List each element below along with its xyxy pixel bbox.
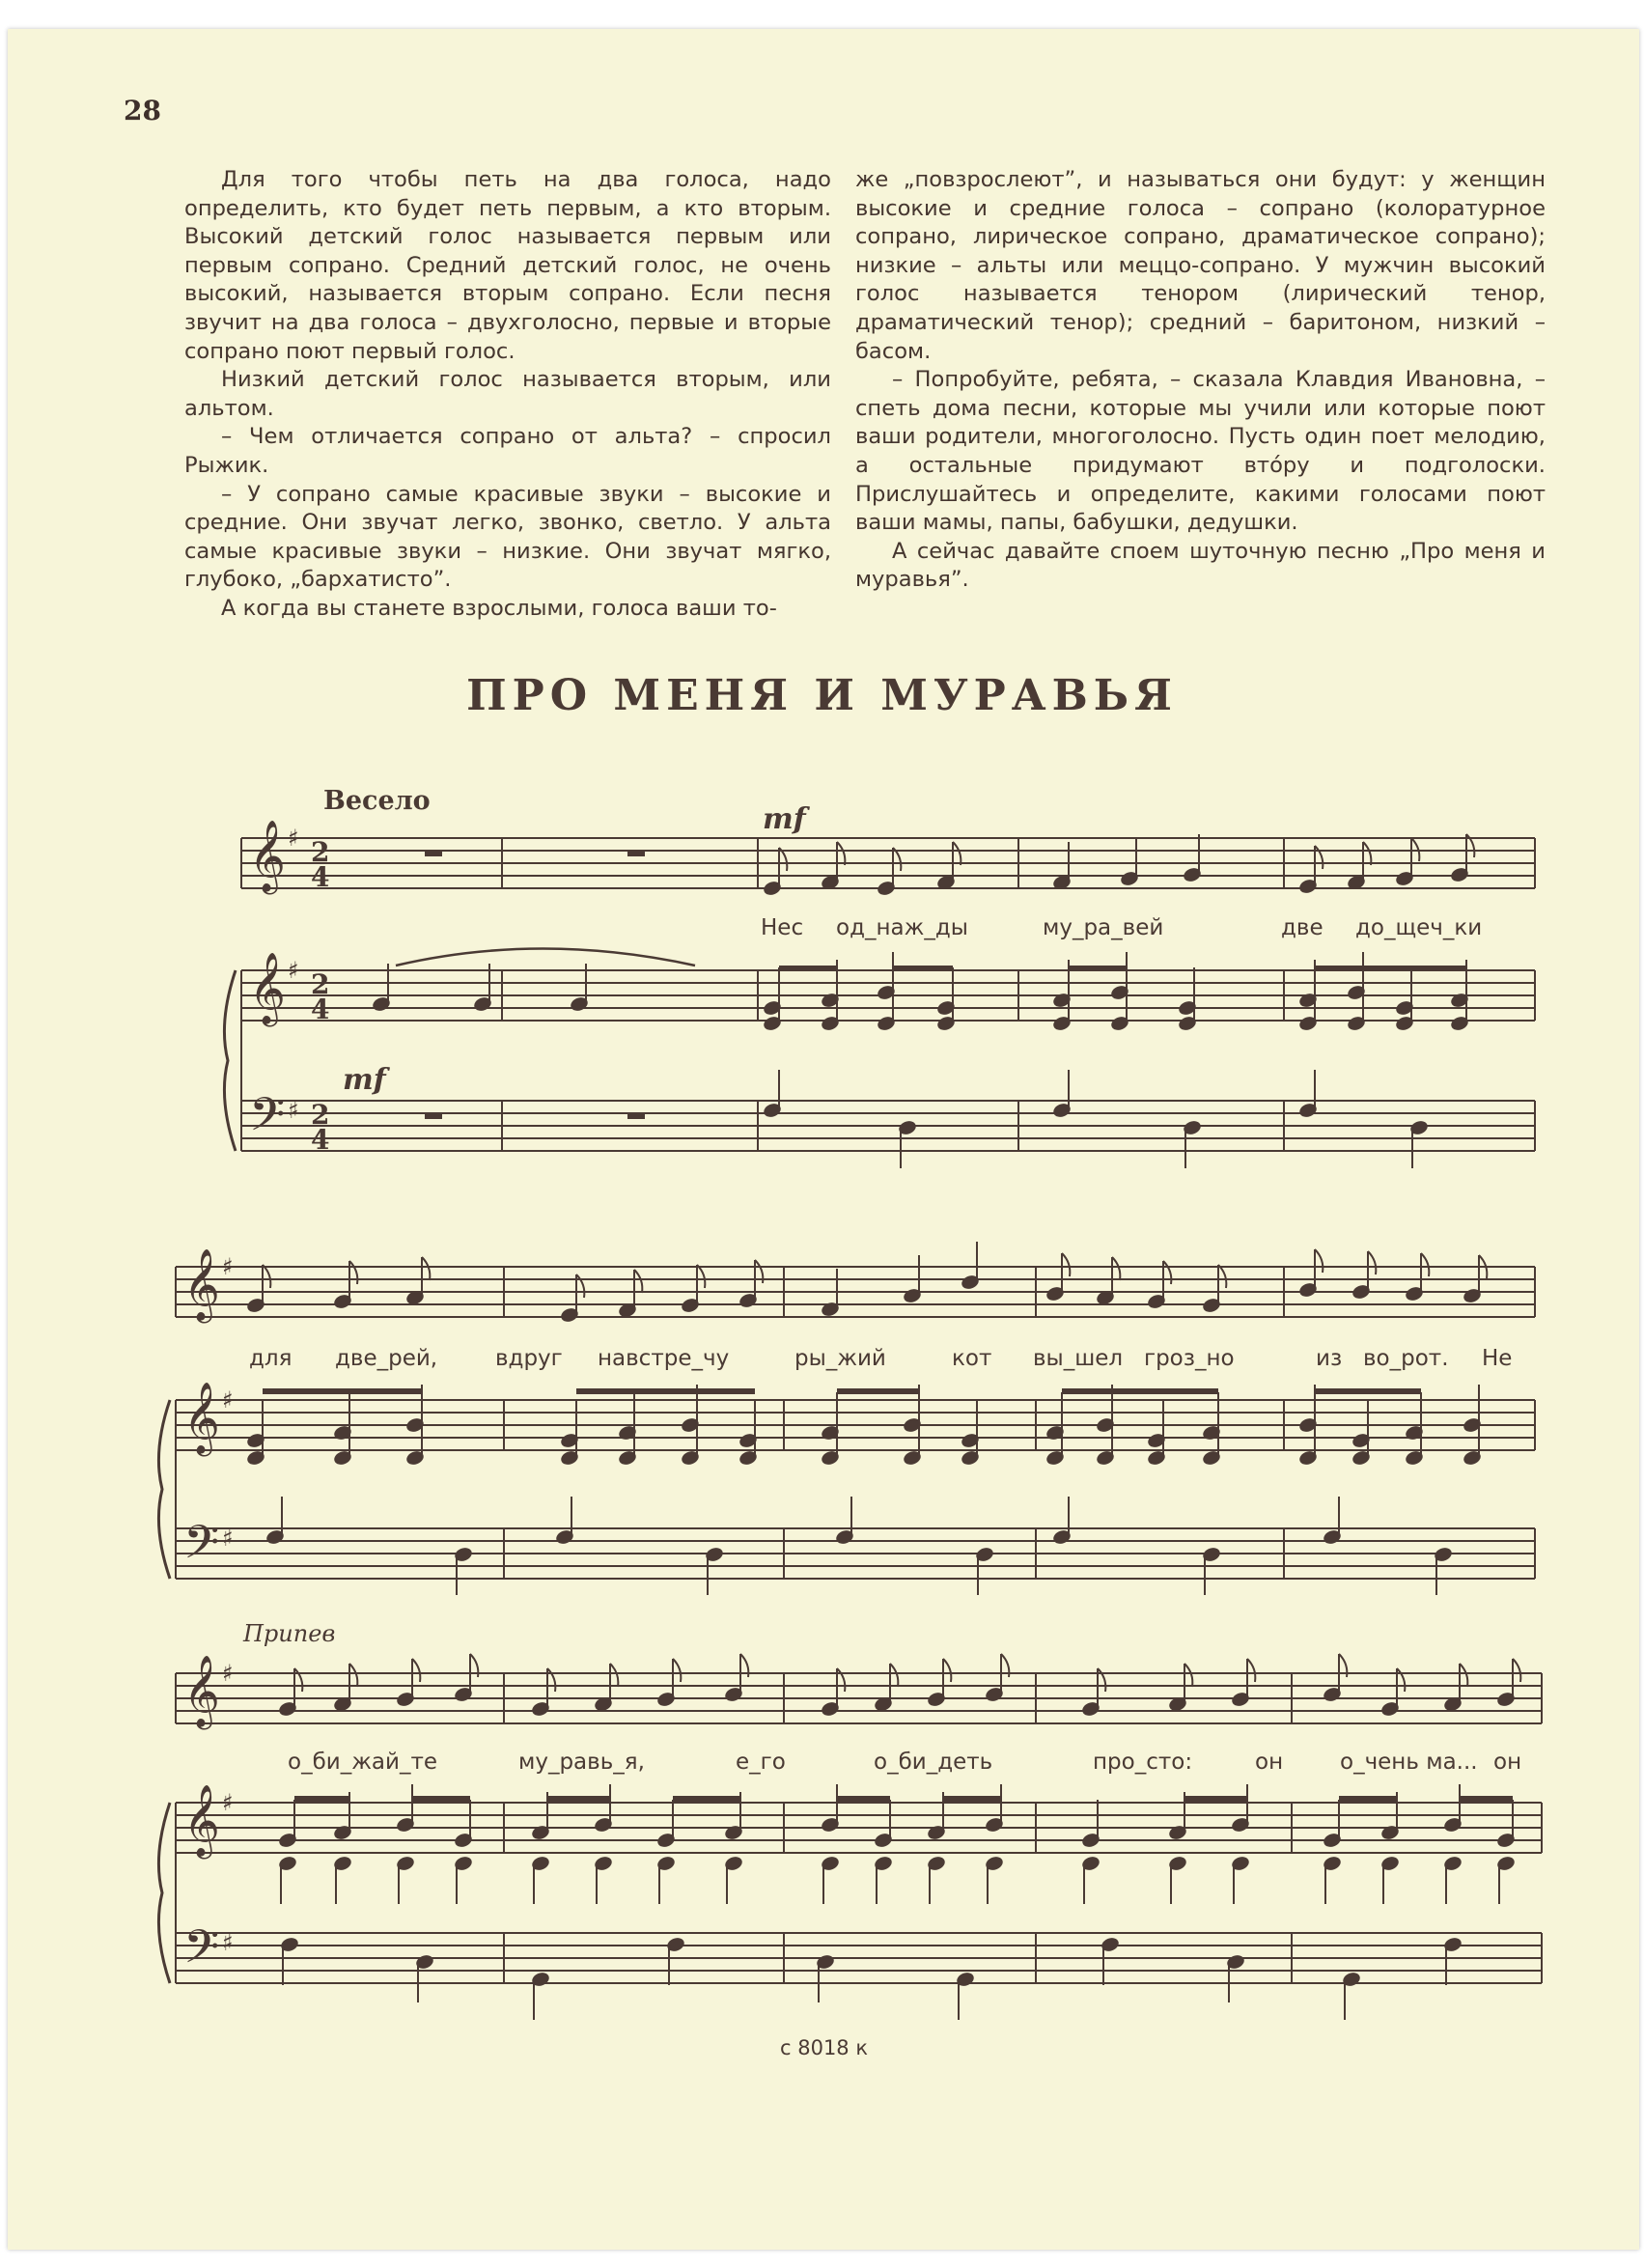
lyric-syllable: Не (1482, 1346, 1513, 1371)
note-flag (1363, 842, 1371, 865)
lyric-syllable: из (1316, 1346, 1343, 1371)
lyric-syllable: две (1281, 915, 1324, 940)
note-flag (1397, 1668, 1405, 1692)
paragraph: Низкий детский голос называется вторым, или альтом. (184, 367, 831, 421)
lyric-syllable: му_равь_я, (518, 1750, 645, 1775)
note-flag (1112, 1257, 1120, 1280)
page-number: 28 (124, 95, 161, 126)
note-flag (953, 842, 961, 865)
note-beam (943, 1796, 1001, 1802)
treble-clef-icon: 𝄞 (183, 1656, 220, 1727)
note-beam (837, 1796, 890, 1802)
lyric-syllable: кот (952, 1346, 992, 1371)
lyric-syllable: про_сто: (1093, 1750, 1193, 1775)
key-signature-sharp-icon: ♯ (288, 957, 299, 984)
note-beam (1069, 966, 1127, 971)
treble-clef-icon: 𝄞 (183, 1383, 220, 1454)
paragraph: – Чем отличается сопрано от альта? – спросил Рыжик. (184, 424, 831, 478)
note-flag (1421, 1253, 1429, 1276)
lyric-syllable: о_би_деть (874, 1750, 993, 1775)
lyric-syllable: е_го (736, 1750, 786, 1775)
key-signature-sharp-icon: ♯ (288, 825, 299, 852)
paragraph: А сейчас давайте споем шуточную песню „Про меня и муравья”. (855, 538, 1546, 593)
whole-rest (627, 851, 645, 856)
lyric-syllable: гроз_но (1144, 1346, 1235, 1371)
whole-rest (425, 851, 442, 856)
lyric-syllable: он (1493, 1750, 1522, 1775)
note-flag (1368, 1251, 1376, 1274)
section-label-chorus: Припев (243, 1620, 336, 1647)
note-beam (1460, 1796, 1513, 1802)
note-flag (1062, 1253, 1070, 1276)
slur (396, 949, 695, 966)
song-title: ПРО МЕНЯ И МУРАВЬЯ (466, 671, 1178, 720)
time-signature-digit: 2 (311, 1099, 330, 1131)
time-signature-digit: 2 (311, 836, 330, 868)
lyric-syllable: о_би_жай_те (288, 1750, 438, 1775)
note-flag (943, 1659, 951, 1682)
paragraph: Для того чтобы петь на два голоса, надо определить, кто будет петь первым, а кто вторым. Высокий детский голос называется первым или первым сопрано. Средний детский голос, не очень высокий, называется вторым сопрано. Если песня звучит на два голоса – двухголосно, первые и вторые сопрано поют первый голос. (184, 167, 831, 364)
piano-brace (158, 1803, 170, 1983)
paragraph: – У сопрано самые красивые звуки – высокие и средние. Они звучат легко, звонко, светло. У альта самые красивые звуки – низкие. Они звучат мягко, глубоко, „бархатисто”. (184, 481, 831, 593)
lyric-syllable: ры_жий (794, 1346, 886, 1371)
note-beam (263, 1388, 422, 1394)
note-beam (1315, 1388, 1421, 1394)
lyric-syllable: он (1255, 1750, 1284, 1775)
note-flag (1098, 1668, 1105, 1692)
dynamic-voice: mf (763, 802, 806, 836)
lyric-syllable: для (249, 1346, 293, 1371)
note-beam (1184, 1796, 1247, 1802)
note-beam (412, 1796, 470, 1802)
note-beam (1315, 966, 1466, 971)
key-signature-sharp-icon: ♯ (222, 1660, 234, 1687)
lyric-syllable: му_ра_вей (1043, 915, 1164, 940)
note-flag (837, 842, 845, 865)
time-signature-digit: 4 (311, 1124, 330, 1156)
note-beam (576, 1388, 755, 1394)
note-flag (294, 1668, 302, 1692)
piano-brace (158, 1400, 170, 1579)
lyric-syllable: навстре_чу (598, 1346, 730, 1371)
treble-clef-icon: 𝄞 (249, 953, 286, 1024)
note-flag (1460, 1664, 1467, 1687)
note-beam (893, 966, 953, 971)
note-beam (547, 1796, 610, 1802)
time-signature-digit: 2 (311, 968, 330, 1000)
lyric-syllable: од_наж_ды (836, 915, 968, 940)
paragraph: А когда вы станете взрослыми, голоса ваши то- (221, 595, 777, 621)
note-flag (1184, 1664, 1192, 1687)
note-flag (1247, 1659, 1255, 1682)
note-flag (697, 1265, 705, 1288)
treble-clef-icon: 𝄞 (249, 821, 286, 892)
bass-clef-icon: 𝄢 (249, 1087, 286, 1153)
whole-rest (425, 1113, 442, 1119)
treble-clef-icon: 𝄞 (183, 1785, 220, 1857)
lyric-syllable: вдруг (495, 1346, 563, 1371)
note-flag (1315, 846, 1323, 869)
note-flag (890, 1664, 898, 1687)
dynamic-piano: mf (343, 1063, 386, 1097)
note-beam (294, 1796, 349, 1802)
note-flag (1218, 1265, 1226, 1288)
lyric-syllable: Нес (761, 915, 804, 940)
catalog-number: с 8018 к (780, 2036, 869, 2059)
key-signature-sharp-icon: ♯ (222, 1525, 234, 1552)
key-signature-sharp-icon: ♯ (222, 1929, 234, 1956)
note-beam (1339, 1796, 1397, 1802)
paragraph: – Попробуйте, ребята, – сказала Клавдия Ивановна, – спеть дома песни, которые мы учили или которые поют ваши родители, многоголосно. Пусть один поет мелодию, а остальные придумают втóру и подголоски. Прислушайтесь и определите, какими голосами поют ваши мамы, папы, бабушки, дедушки. (855, 367, 1546, 536)
note-flag (837, 1668, 845, 1692)
lyric-syllable: две_рей, (335, 1346, 438, 1371)
note-flag (673, 1659, 681, 1682)
paragraph: же „повзрослеют”, и называться они будут: у женщин высокие и средние голоса – сопрано (колоратурное сопрано, лирическое сопрано, драматическое сопрано); низкие – альты или меццо-сопрано. У мужчин высокий голос называется тенором (лирический тенор, драматический тенор); средний – баритоном, низкий – басом. (855, 167, 1546, 364)
treble-clef-icon: 𝄞 (183, 1249, 220, 1321)
key-signature-sharp-icon: ♯ (222, 1253, 234, 1280)
note-flag (576, 1274, 584, 1298)
time-signature-digit: 4 (311, 994, 330, 1025)
note-flag (547, 1668, 555, 1692)
tempo-marking: Весело (323, 786, 431, 816)
note-beam (779, 966, 837, 971)
key-signature-sharp-icon: ♯ (222, 1789, 234, 1816)
key-signature-sharp-icon: ♯ (222, 1386, 234, 1414)
note-flag (610, 1664, 618, 1687)
lyric-syllable: во_рот. (1363, 1346, 1449, 1371)
note-flag (1315, 1249, 1323, 1273)
lyric-syllable: о_чень ма... (1340, 1750, 1478, 1775)
lyric-syllable: вы_шел (1033, 1346, 1124, 1371)
note-flag (349, 1664, 357, 1687)
key-signature-sharp-icon: ♯ (288, 1097, 299, 1124)
bass-clef-icon: 𝄢 (183, 1515, 220, 1581)
note-flag (1513, 1659, 1520, 1682)
bass-clef-icon: 𝄢 (183, 1919, 220, 1985)
note-flag (1163, 1261, 1171, 1284)
note-beam (1062, 1388, 1218, 1394)
note-beam (673, 1796, 740, 1802)
note-flag (412, 1659, 420, 1682)
piano-brace (224, 970, 236, 1151)
note-flag (422, 1257, 430, 1280)
note-flag (349, 1261, 357, 1284)
note-flag (634, 1270, 642, 1293)
note-beam (837, 1388, 919, 1394)
time-signature-digit: 4 (311, 861, 330, 893)
whole-rest (627, 1113, 645, 1119)
note-flag (263, 1265, 270, 1288)
lyric-syllable: до_щеч_ки (1355, 915, 1483, 940)
